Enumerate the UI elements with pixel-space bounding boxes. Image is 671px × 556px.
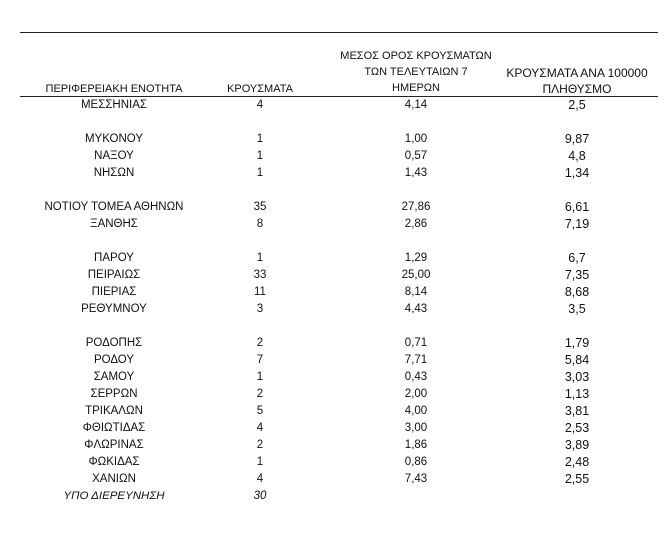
- table-row: [0, 250, 671, 267]
- cell-region: ΠΑΡΟΥ: [94, 252, 134, 264]
- cell-average: 27,86: [401, 201, 431, 213]
- cell-cases: 35: [253, 201, 267, 213]
- table-row: [0, 97, 671, 114]
- cell-per-100000: 1,79: [564, 336, 590, 350]
- cell-cases: 1: [256, 371, 264, 383]
- table-row: [0, 352, 671, 369]
- cell-average: 0,86: [404, 456, 428, 468]
- cell-average: 4,00: [404, 405, 428, 417]
- table-row: [0, 471, 671, 488]
- table-row: [0, 148, 671, 165]
- cell-cases: 1: [256, 252, 264, 264]
- cell-region: ΣΑΜΟΥ: [93, 371, 135, 383]
- table-row: [0, 267, 671, 284]
- table-row: [0, 386, 671, 403]
- header-per-line2: ΠΛΗΘΥΣΜΟ: [542, 82, 612, 96]
- cell-per-100000: 6,7: [568, 251, 586, 265]
- cell-average: 3,00: [404, 422, 428, 434]
- header-average-line3: ΗΜΕΡΩΝ: [392, 82, 440, 94]
- cell-average: 1,43: [404, 167, 428, 179]
- table-row: [0, 437, 671, 454]
- cell-per-100000: 9,87: [564, 132, 590, 146]
- cell-cases: 5: [256, 405, 264, 417]
- header-average: [320, 50, 512, 95]
- cell-region: ΝΗΣΩΝ: [93, 167, 135, 179]
- cell-region: ΦΘΙΩΤΙΔΑΣ: [82, 422, 146, 434]
- table-row: [0, 369, 671, 386]
- cell-per-100000: 2,55: [564, 472, 590, 486]
- cell-region: ΦΛΩΡΙΝΑΣ: [84, 439, 144, 451]
- table-row: [0, 165, 671, 182]
- cell-per-100000: 2,48: [564, 455, 590, 469]
- table-row: [0, 199, 671, 216]
- cell-per-100000: 4,8: [568, 149, 586, 163]
- cell-cases: 1: [256, 133, 264, 145]
- cell-cases: 2: [256, 337, 264, 349]
- cell-cases: 3: [256, 303, 264, 315]
- cell-per-100000: 1,13: [564, 387, 590, 401]
- cell-average: 2,86: [404, 218, 428, 230]
- cell-region: ΦΩΚΙΔΑΣ: [88, 456, 140, 468]
- table-row: [0, 216, 671, 233]
- cell-region: ΡΟΔΟΥ: [93, 354, 135, 366]
- table-row: [0, 403, 671, 420]
- cell-region: ΜΥΚΟΝΟΥ: [84, 133, 144, 145]
- cell-region: ΡΕΘΥΜΝΟΥ: [81, 303, 147, 315]
- cell-region: ΠΙΕΡΙΑΣ: [91, 286, 137, 298]
- header-region: ΠΕΡΙΦΕΡΕΙΑΚΗ ΕΝΟΤΗΤΑ: [45, 83, 183, 95]
- cell-cases: 1: [256, 167, 264, 179]
- cell-per-100000: 6,61: [564, 200, 590, 214]
- cell-region: ΝΑΞΟΥ: [94, 150, 134, 162]
- cell-region: ΤΡΙΚΑΛΩΝ: [85, 405, 143, 417]
- cell-average: 1,29: [404, 252, 428, 264]
- cell-average: 0,71: [404, 337, 428, 349]
- cell-cases: 4: [256, 422, 264, 434]
- cell-cases: 30: [253, 490, 267, 502]
- cell-average: 7,71: [404, 354, 428, 366]
- top-rule: [20, 32, 658, 33]
- cell-average: 7,43: [404, 473, 428, 485]
- cell-per-100000: 3,5: [568, 302, 586, 316]
- cell-cases: 1: [256, 456, 264, 468]
- cell-average: 0,43: [404, 371, 428, 383]
- cell-average: 2,00: [404, 388, 428, 400]
- table-row: [0, 131, 671, 148]
- cell-region: ΡΟΔΟΠΗΣ: [85, 337, 143, 349]
- cell-per-100000: 7,19: [564, 217, 590, 231]
- cell-region: ΝΟΤΙΟΥ ΤΟΜΕΑ ΑΘΗΝΩΝ: [44, 201, 184, 213]
- cell-cases: 4: [256, 99, 264, 111]
- table-row: [0, 335, 671, 352]
- table-row: [0, 454, 671, 471]
- cell-cases: 2: [256, 388, 264, 400]
- cell-average: 4,43: [404, 303, 428, 315]
- table-row-under-investigation: [0, 488, 671, 505]
- cell-per-100000: 7,35: [564, 268, 590, 282]
- cell-cases: 33: [253, 269, 267, 281]
- table-row: [0, 284, 671, 301]
- cell-average: 1,00: [404, 133, 428, 145]
- cell-region: ΠΕΙΡΑΙΩΣ: [87, 269, 141, 281]
- header-average-line1: ΜΕΣΟΣ ΟΡΟΣ ΚΡΟΥΣΜΑΤΩΝ: [340, 50, 492, 62]
- table-row: [0, 301, 671, 318]
- cell-per-100000: 2,5: [568, 98, 586, 112]
- cell-per-100000: 1,34: [564, 166, 590, 180]
- cell-region: ΞΑΝΘΗΣ: [90, 218, 138, 230]
- cell-average: 0,57: [404, 150, 428, 162]
- cell-cases: 1: [256, 150, 264, 162]
- cell-average: 1,86: [404, 439, 428, 451]
- cell-per-100000: 3,81: [564, 404, 590, 418]
- header-average-line2: ΤΩΝ ΤΕΛΕΥΤΑΙΩΝ 7: [364, 66, 468, 78]
- cell-cases: 8: [256, 218, 264, 230]
- cell-region: ΧΑΝΙΩΝ: [92, 473, 136, 485]
- cell-cases: 2: [256, 439, 264, 451]
- cell-average: 4,14: [404, 99, 428, 111]
- cell-cases: 7: [256, 354, 264, 366]
- cell-region: ΣΕΡΡΩΝ: [90, 388, 138, 400]
- cell-cases: 11: [254, 286, 266, 298]
- cell-region: ΜΕΣΣΗΝΙΑΣ: [80, 99, 148, 111]
- cell-per-100000: 2,53: [564, 421, 590, 435]
- cell-per-100000: 5,84: [564, 353, 590, 367]
- table-row: [0, 420, 671, 437]
- cell-average: 8,14: [404, 286, 428, 298]
- cell-per-100000: 8,68: [564, 285, 590, 299]
- header-per-line1: ΚΡΟΥΣΜΑΤΑ ΑΝΑ 100000: [506, 66, 648, 80]
- cell-cases: 4: [256, 473, 264, 485]
- header-per-100000: [496, 67, 658, 96]
- cell-per-100000: 3,03: [564, 370, 590, 384]
- cell-average: 25,00: [401, 269, 431, 281]
- cell-region: ΥΠΟ ΔΙΕΡΕΥΝΗΣΗ: [63, 490, 165, 502]
- header-cases: ΚΡΟΥΣΜΑΤΑ: [227, 83, 293, 95]
- cell-per-100000: 3,89: [564, 438, 590, 452]
